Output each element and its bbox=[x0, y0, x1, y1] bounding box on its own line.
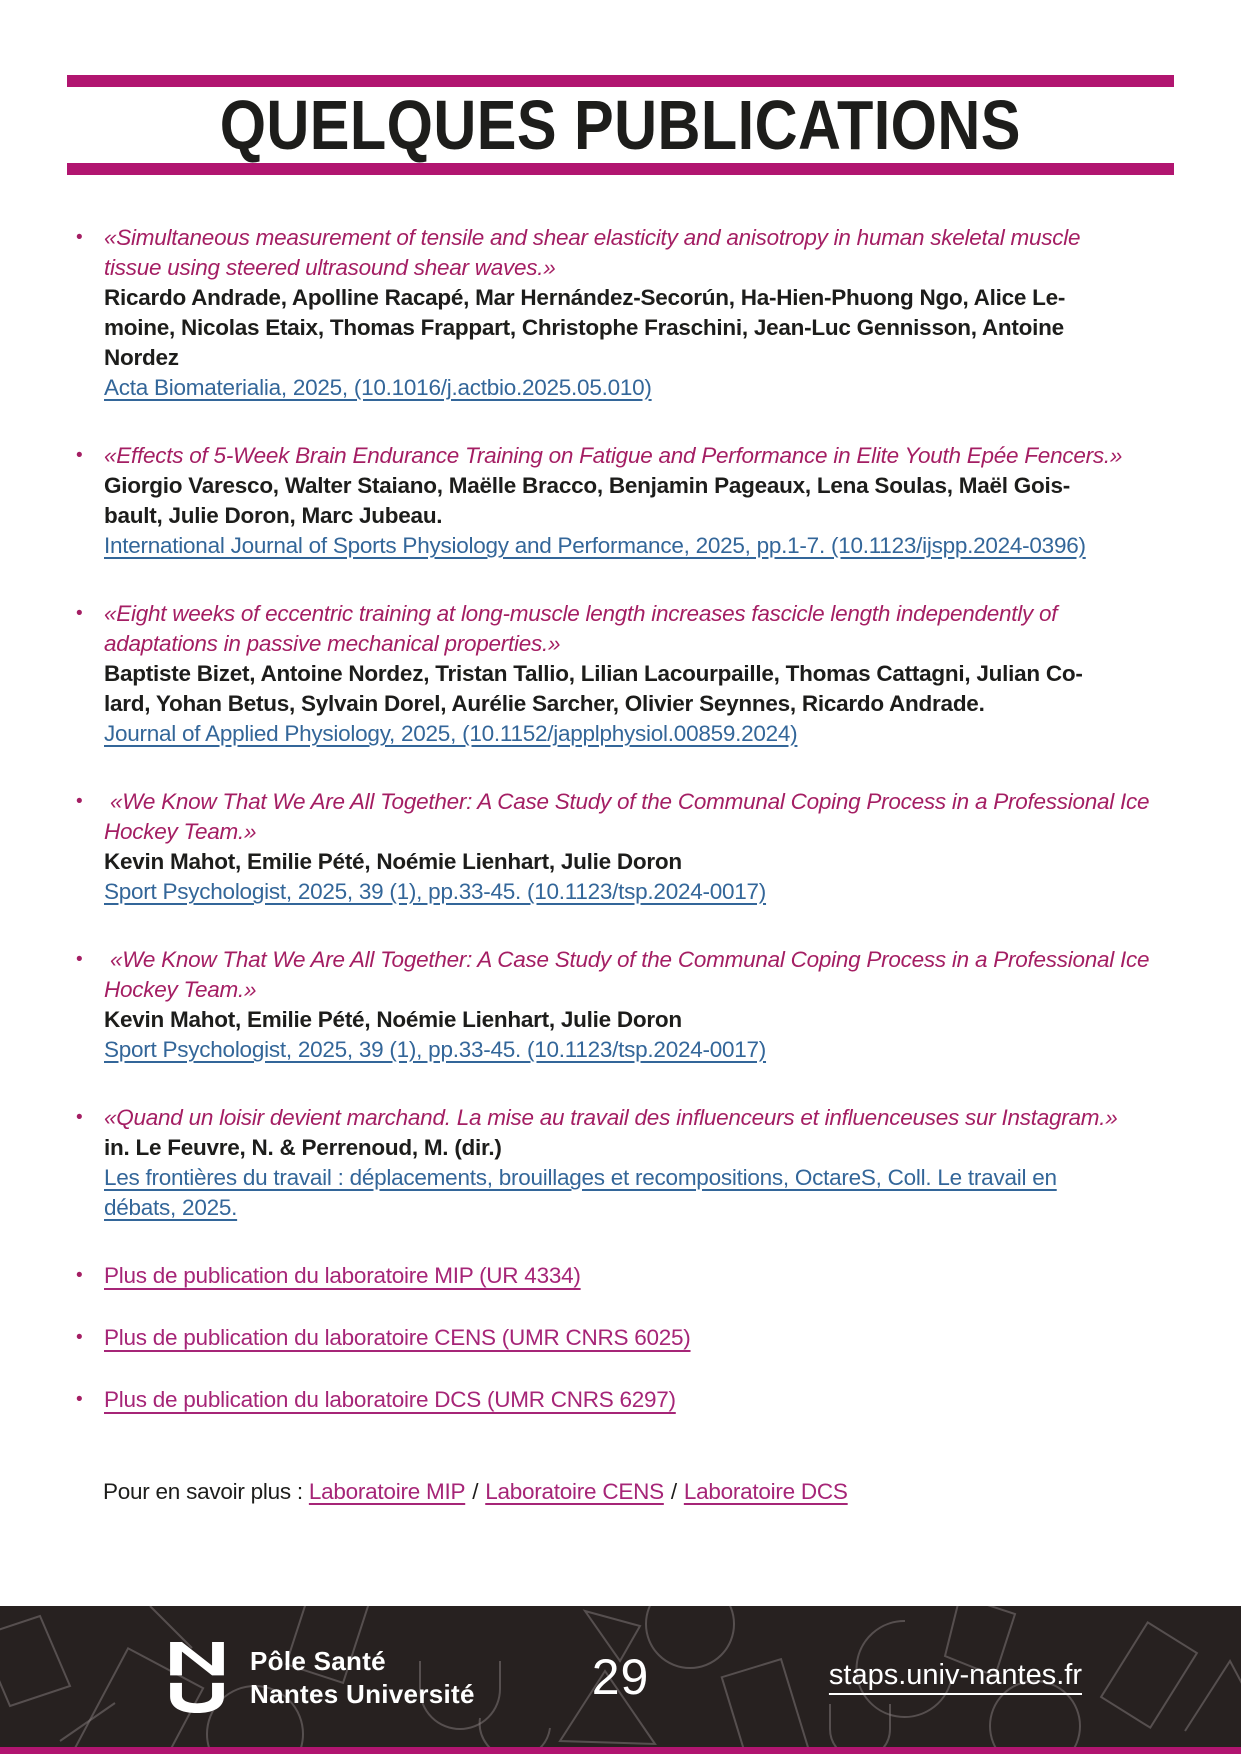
bullet-marker: • bbox=[76, 949, 83, 970]
publication-authors-line: Kevin Mahot, Emilie Pété, Noémie Lienhart, Julie Doron bbox=[104, 849, 682, 874]
publication-authors-line: Kevin Mahot, Emilie Pété, Noémie Lienhart, Julie Doron bbox=[104, 1007, 682, 1032]
publication-title-line: «Quand un loisir devient marchand. La mise au travail des influenceurs et influenceuses sur Instagram.» bbox=[104, 1105, 1118, 1130]
publication-item bbox=[67, 599, 1174, 749]
publication-title-line: «Eight weeks of eccentric training at long-muscle length increases fascicle length independently of bbox=[104, 601, 1058, 626]
laboratoire-dcs-link[interactable]: Laboratoire DCS bbox=[683, 1479, 848, 1504]
publication-title-line: «Effects of 5-Week Brain Endurance Training on Fatigue and Performance in Elite Youth Epée Fencers.» bbox=[104, 443, 1123, 468]
see-more-line bbox=[67, 1447, 1174, 1537]
page-header bbox=[67, 75, 1174, 175]
more-publications-item bbox=[67, 1323, 1174, 1353]
journal-link[interactable]: Acta Biomaterialia, 2025, (10.1016/j.actbio.2025.05.010) bbox=[104, 375, 652, 400]
separator: / bbox=[472, 1479, 479, 1504]
publication-item bbox=[67, 223, 1174, 403]
footer-website-link[interactable]: staps.univ-nantes.fr bbox=[828, 1659, 1082, 1691]
publication-item bbox=[67, 945, 1174, 1065]
publication-authors-line: moine, Nicolas Etaix, Thomas Frappart, Christophe Fraschini, Jean-Luc Gennisson, Antoine bbox=[104, 315, 1064, 340]
publication-item bbox=[67, 787, 1174, 907]
laboratoire-mip-link[interactable]: Laboratoire MIP bbox=[308, 1479, 466, 1504]
footer-accent-bar bbox=[0, 1747, 1241, 1754]
page-title-text: QUELQUES PUBLICATIONS bbox=[219, 86, 1022, 164]
journal-link[interactable]: Sport Psychologist, 2025, 39 (1), pp.33-45. (10.1123/tsp.2024-0017) bbox=[104, 879, 767, 904]
more-publications-item bbox=[67, 1385, 1174, 1415]
page-title bbox=[67, 87, 1174, 163]
journal-link[interactable]: International Journal of Sports Physiology and Performance, 2025, pp.1-7. (10.1123/ijspp.2024-0396) bbox=[104, 533, 1086, 558]
bullet-marker: • bbox=[76, 791, 83, 812]
book-link[interactable]: Les frontières du travail : déplacements, brouillages et recompositions, OctareS, Coll. Le travail en bbox=[104, 1165, 1057, 1190]
publication-authors-line: Ricardo Andrade, Apolline Racapé, Mar Hernández-Secorún, Ha-Hien-Phuong Ngo, Alice Le- bbox=[104, 285, 1066, 310]
publication-item bbox=[67, 1103, 1174, 1223]
publication-title-line: «We Know That We Are All Together: A Case Study of the Communal Coping Process in a Professional Ice bbox=[104, 789, 1150, 814]
see-more-label: Pour en savoir plus : bbox=[103, 1479, 309, 1504]
separator: / bbox=[670, 1479, 677, 1504]
page-footer bbox=[0, 1606, 1241, 1754]
org-name-line2: Nantes Université bbox=[250, 1678, 475, 1709]
publication-title-line: «Simultaneous measurement of tensile and shear elasticity and anisotropy in human skeletal muscle bbox=[104, 225, 1081, 250]
publications-list bbox=[67, 223, 1174, 1537]
bullet-marker: • bbox=[76, 1265, 83, 1286]
laboratoire-cens-link[interactable]: Laboratoire CENS bbox=[485, 1479, 664, 1504]
publication-item bbox=[67, 441, 1174, 561]
page-number: 29 bbox=[591, 1649, 650, 1705]
more-publications-link-dcs[interactable]: Plus de publication du laboratoire DCS (UMR CNRS 6297) bbox=[104, 1387, 676, 1412]
publication-authors-line: Giorgio Varesco, Walter Staiano, Maëlle Bracco, Benjamin Pageaux, Lena Soulas, Maël Gois- bbox=[104, 473, 1070, 498]
bullet-marker: • bbox=[76, 227, 83, 248]
publication-title-line: adaptations in passive mechanical properties.» bbox=[104, 631, 561, 656]
journal-link[interactable]: Journal of Applied Physiology, 2025, (10.1152/japplphysiol.00859.2024) bbox=[104, 721, 798, 746]
more-publications-link-mip[interactable]: Plus de publication du laboratoire MIP (UR 4334) bbox=[104, 1263, 581, 1288]
bullet-marker: • bbox=[76, 603, 83, 624]
bullet-marker: • bbox=[76, 1389, 83, 1410]
publication-authors-line: bault, Julie Doron, Marc Jubeau. bbox=[104, 503, 443, 528]
journal-link[interactable]: Sport Psychologist, 2025, 39 (1), pp.33-45. (10.1123/tsp.2024-0017) bbox=[104, 1037, 767, 1062]
book-link[interactable]: débats, 2025. bbox=[104, 1195, 238, 1220]
publication-authors-line: Baptiste Bizet, Antoine Nordez, Tristan Tallio, Lilian Lacourpaille, Thomas Cattagni, Julian Co- bbox=[104, 661, 1083, 686]
publication-title-line: Hockey Team.» bbox=[104, 819, 257, 844]
bullet-marker: • bbox=[76, 1107, 83, 1128]
more-publications-link-cens[interactable]: Plus de publication du laboratoire CENS (UMR CNRS 6025) bbox=[104, 1325, 691, 1350]
bullet-marker: • bbox=[76, 1327, 83, 1348]
publication-title-line: Hockey Team.» bbox=[104, 977, 257, 1002]
publication-title-line: «We Know That We Are All Together: A Case Study of the Communal Coping Process in a Professional Ice bbox=[104, 947, 1150, 972]
publication-title-line: tissue using steered ultrasound shear waves.» bbox=[104, 255, 556, 280]
publication-authors-line: lard, Yohan Betus, Sylvain Dorel, Aurélie Sarcher, Olivier Seynnes, Ricardo Andrade. bbox=[104, 691, 985, 716]
more-publications-item bbox=[67, 1261, 1174, 1291]
footer-band bbox=[0, 1606, 1241, 1747]
bullet-marker: • bbox=[76, 445, 83, 466]
publication-authors-line: Nordez bbox=[104, 345, 179, 370]
publication-authors-line: in. Le Feuvre, N. & Perrenoud, M. (dir.) bbox=[104, 1135, 502, 1160]
org-name-line1: Pôle Santé bbox=[250, 1645, 386, 1676]
